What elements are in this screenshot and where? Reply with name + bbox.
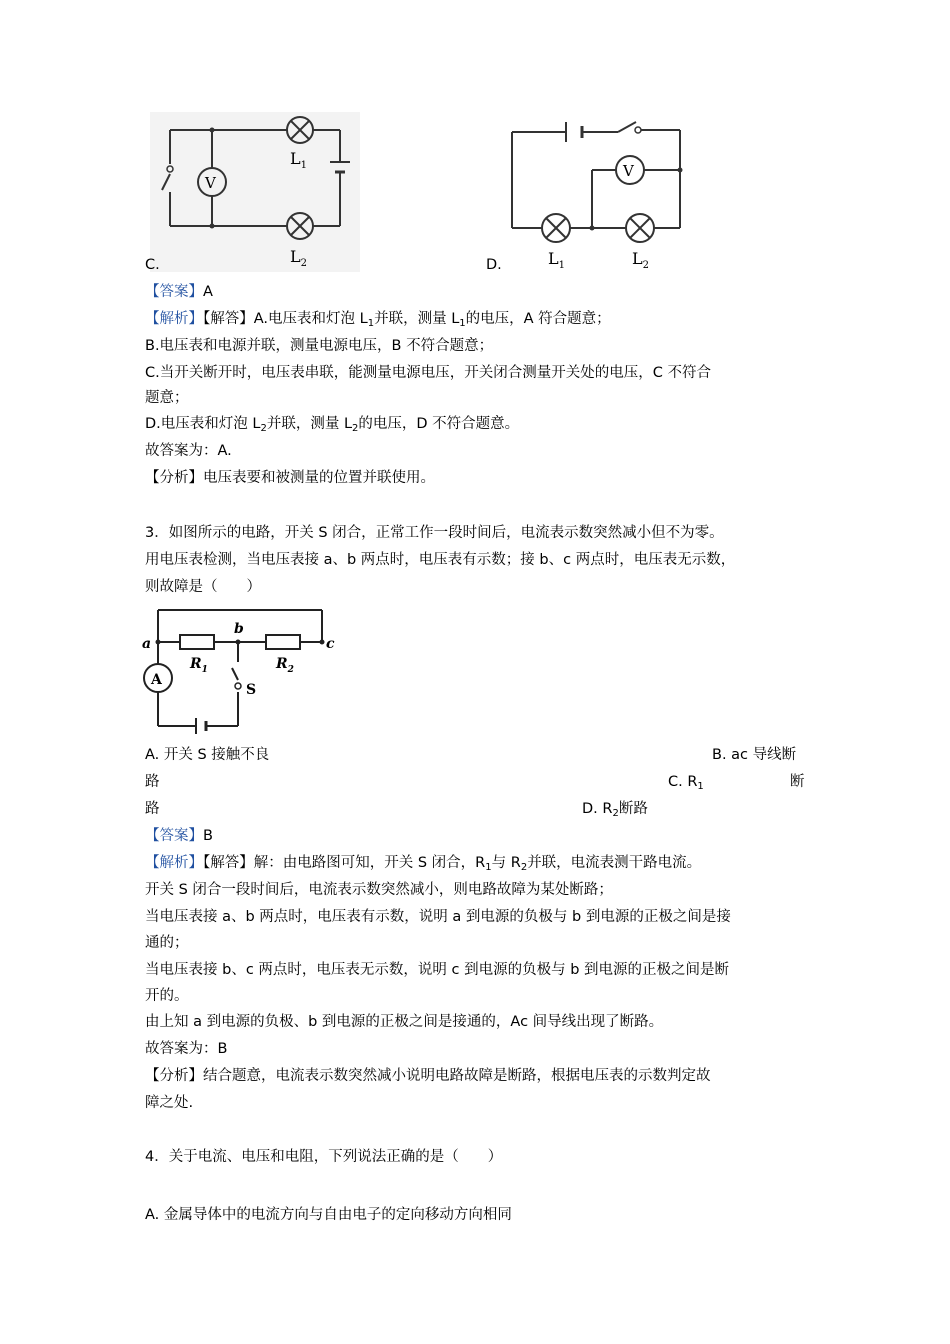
q3-analysis-l6: 开的。 <box>145 988 189 1004</box>
q2-conclusion: 故答案为：A. <box>145 443 232 459</box>
circuit-figure-d <box>500 112 700 272</box>
q3-analysis-l5: 当电压表接 b、c 两点时，电压表无示数，说明 c 到电源的负极与 b 到电源的正极之间是断 <box>145 962 730 978</box>
q3-stem-line2: 用电压表检测，当电压表接 a、b 两点时，电压表有示数；接 b、c 两点时，电压表无示数， <box>145 552 736 568</box>
resistor1-label: $R_1$ <box>190 656 208 675</box>
switch-label: S <box>246 682 257 698</box>
ammeter-label: A <box>151 672 162 688</box>
q3-option-c-right: 断 <box>790 774 805 790</box>
q2-analysis-c2: 题意； <box>145 390 189 406</box>
lamp1-label: $L_1$ <box>290 149 307 171</box>
node-a-label: a <box>142 636 152 652</box>
circuit-figure-c <box>150 112 360 272</box>
q3-option-a: A. 开关 S 接触不良 <box>145 747 270 763</box>
voltmeter-label: V <box>623 162 634 180</box>
q3-analysis-l4: 通的； <box>145 935 189 951</box>
q3-option-b: B. ac 导线断 <box>712 747 797 763</box>
node-c-label: c <box>326 636 335 652</box>
node-b-label: b <box>234 621 244 637</box>
lamp2-label: $L_2$ <box>632 249 649 271</box>
q2-answer: 【答案】A <box>145 284 213 300</box>
q3-option-b-cont: 路 <box>145 774 160 790</box>
q3-option-c: C. $R_1$ <box>668 774 704 792</box>
lamp1-label: $L_1$ <box>548 249 565 271</box>
q3-analysis-l1: 【解析】【解答】解：由电路图可知，开关 S 闭合，$R_1$与 $R_2$并联，电流表测干路电流。 <box>145 855 702 873</box>
q2-analysis-d: D.电压表和灯泡 $L_2$并联，测量 $L_2$的电压，D 不符合题意。 <box>145 416 520 434</box>
option-c-label: C. <box>145 257 160 273</box>
q3-answer: 【答案】B <box>145 828 213 844</box>
q3-stem-line3: 则故障是（ ） <box>145 579 261 595</box>
q3-fenxi-l1: 【分析】结合题意，电流表示数突然减小说明电路故障是断路，根据电压表的示数判定故 <box>145 1068 711 1084</box>
voltmeter-label: V <box>205 174 216 192</box>
option-d-label: D. <box>486 257 502 273</box>
q4-stem: 4．关于电流、电压和电阻，下列说法正确的是（ ） <box>145 1149 503 1165</box>
q4-option-a: A. 金属导体中的电流方向与自由电子的定向移动方向相同 <box>145 1207 512 1223</box>
resistor2-label: $R_2$ <box>276 656 294 675</box>
q3-option-c-cont: 路 <box>145 801 160 817</box>
q3-analysis-l3: 当电压表接 a、b 两点时，电压表有示数，说明 a 到电源的负极与 b 到电源的正极之间是接 <box>145 909 731 925</box>
q3-fenxi-l2: 障之处. <box>145 1095 194 1111</box>
q2-fenxi: 【分析】电压表要和被测量的位置并联使用。 <box>145 470 435 486</box>
q2-analysis-a: 【解析】【解答】A.电压表和灯泡 $L_1$并联，测量 $L_1$的电压，A 符合题意； <box>145 311 611 329</box>
q3-stem-line1: 3．如图所示的电路，开关 S 闭合，正常工作一段时间后，电流表示数突然减小但不为零。 <box>145 525 724 541</box>
q3-analysis-l7: 由上知 a 到电源的负极、b 到电源的正极之间是接通的，Ac 间导线出现了断路。 <box>145 1014 664 1030</box>
circuit-figure-q3 <box>140 600 340 740</box>
q3-analysis-l2: 开关 S 闭合一段时间后，电流表示数突然减小，则电路故障为某处断路； <box>145 882 613 898</box>
lamp2-label: $L_2$ <box>290 247 307 269</box>
q2-analysis-b: B.电压表和电源并联，测量电源电压，B 不符合题意； <box>145 338 494 354</box>
q3-option-d: D. $R_2$断路 <box>582 801 648 819</box>
q2-analysis-c1: C.当开关断开时，电压表串联，能测量电源电压，开关闭合测量开关处的电压，C 不符合 <box>145 365 711 381</box>
q3-conclusion: 故答案为：B <box>145 1041 228 1057</box>
